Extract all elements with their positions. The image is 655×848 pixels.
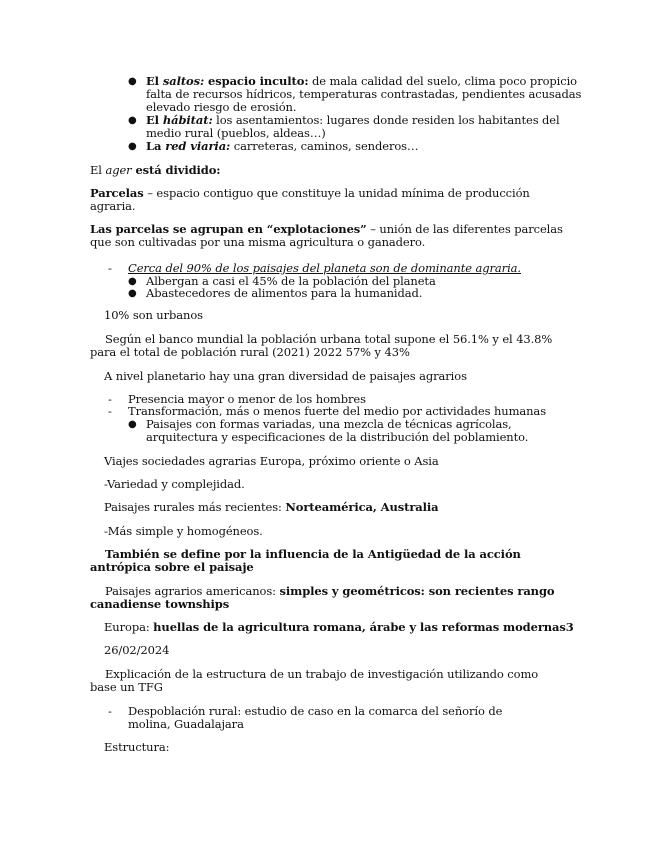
paragraph-fecha: 26/02/2024: [104, 643, 170, 657]
document-page: ● El saltos: espacio inculto: de mala calidad del suelo, clima poco propicio falta de recursos hídricos, temperaturas contrastadas, pendientes acusadas elevado riesgo de erosión. ● El hábitat: los asentamientos: lugares donde residen los habitantes del medio rural (pueblos, aldeas…) ● La red viaria: carreteras, caminos, senderos… El ager está dividido: Parcelas – espacio contiguo que constituye la unidad mínima de producción agraria. Las parcelas se agrupan en “explotaciones” – unión de las diferentes parcelas que son cultivadas por una misma agricultura o ganadero. - Cerca del 90% de los paisajes del planeta son de dominante agraria. ● Albergan a casi el 45% de la población del planeta ● Abastecedores de alimentos para la humanidad. 10% son urbanos Según el banco mundial la población urbana total supone el 56.1% y el 43.8% para el total de población rural (2021) 2022 57% y 43% A nivel planetario hay una gran diversidad de paisajes agrarios - Presencia mayor o menor de los hombres - Transformación, más o menos fuerte del medio por actividades humanas ● Paisajes con formas variadas, una mezcla de técnicas agrícolas, arquitectura y especificaciones de la distribución del poblamiento. Viajes sociedades agrarias Europa, próximo oriente o Asia -Variedad y complejidad. Paisajes rurales más recientes: Norteamérica, Australia -Más simple y homogéneos. También se define por la influencia de la Antigüedad de la acción antrópica sobre el paisaje Paisajes agrarios americanos: simples y geométricos: son recientes rango canadiense townships Europa: huellas de la agricultura romana, árabe y las reformas modernas3 26/02/2024 Explicación de la estructura de un trabajo de investigación utilizando como base un TFG - Despoblación rural: estudio de caso en la comarca del señorío de molina, Guadalajara Estructura:: [90, 74, 582, 754]
paragraph-estructura: Estructura:: [104, 740, 170, 754]
bullet-icon: ●: [128, 276, 137, 287]
paragraph-banco-mundial: Según el banco mundial la población urbana total supone el 56.1% y el 43.8% para el total de población rural (2021) 2022 57% y 43%: [90, 332, 553, 359]
bullet-icon: ●: [128, 115, 137, 126]
paragraph-variedad: -Variedad y complejidad.: [104, 477, 245, 491]
paragraph-urbanos: 10% son urbanos: [104, 308, 203, 322]
paragraph-explotaciones: Las parcelas se agrupan en “explotaciones” – unión de las diferentes parcelas que son cultivadas por una misma agricultura o ganadero.: [90, 222, 563, 249]
paragraph-diversidad: A nivel planetario hay una gran diversidad de paisajes agrarios: [104, 369, 467, 383]
paragraph-viajes: Viajes sociedades agrarias Europa, próximo oriente o Asia: [104, 454, 439, 468]
bullet-icon: ●: [128, 76, 137, 87]
paragraph-europa: Europa: huellas de la agricultura romana, árabe y las reformas modernas3: [104, 620, 574, 634]
paragraph-antropica: También se define por la influencia de la Antigüedad de la acción antrópica sobre el paisaje: [90, 547, 521, 574]
paragraph-recientes: Paisajes rurales más recientes: Norteamérica, Australia: [104, 500, 439, 514]
paragraph-ager: El ager está dividido:: [90, 163, 221, 177]
paragraph-parcelas: Parcelas – espacio contiguo que constituye la unidad mínima de producción agraria.: [90, 186, 530, 213]
paragraph-simple: -Más simple y homogéneos.: [104, 524, 263, 538]
bullet-icon: ●: [128, 141, 137, 152]
bullet-icon: ●: [128, 288, 137, 299]
bullet-icon: ●: [128, 419, 137, 430]
paragraph-explicacion: Explicación de la estructura de un trabajo de investigación utilizando como base un TFG: [90, 667, 539, 694]
paragraph-americanos: Paisajes agrarios americanos: simples y geométricos: son recientes rango canadiense townships: [90, 584, 555, 611]
